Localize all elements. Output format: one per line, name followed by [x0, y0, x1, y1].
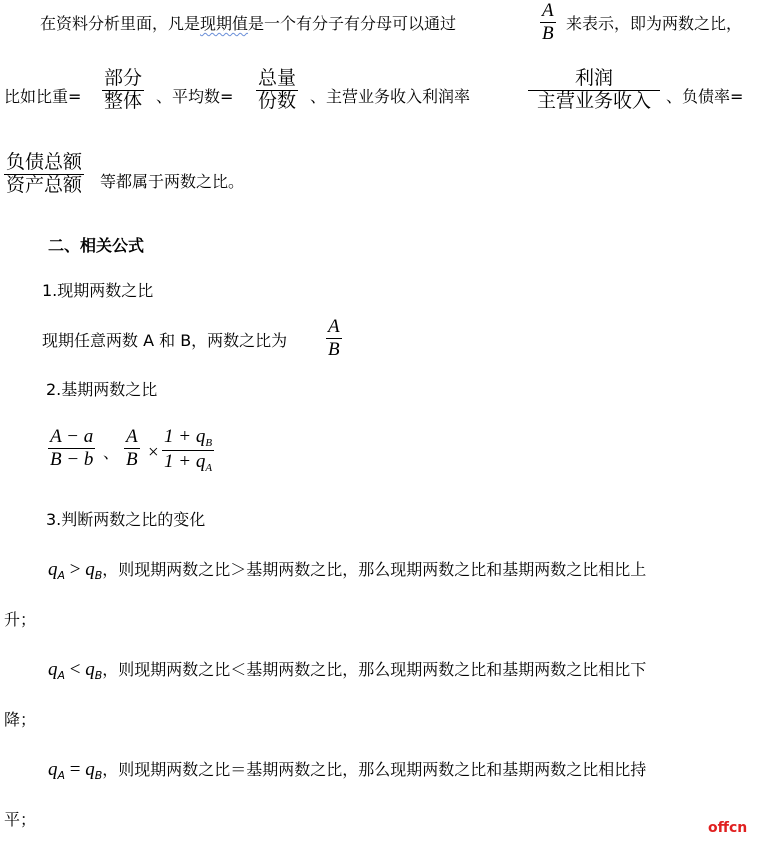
para1-sep-margin: 、主营业务收入利润率 [310, 87, 471, 106]
para1-underlined-term: 现期值 [200, 14, 249, 33]
item2-fraction-diff [48, 426, 95, 471]
rule-rhs: q [85, 759, 95, 780]
rule-text: ，则现期两数之比＞基期两数之比，那么现期两数之比和基期两数之比相比上 [102, 560, 647, 579]
item3-title: 3.判断两数之比的变化 [46, 510, 206, 529]
fraction-numerator: 部分 [104, 67, 143, 89]
fraction-denominator: B [328, 338, 340, 360]
fraction-numerator: 负债总额 [6, 151, 83, 173]
rule-lhs: q [48, 759, 58, 780]
item2-title: 2.基期两数之比 [46, 380, 158, 399]
fraction-numerator: A [126, 426, 138, 447]
rule-rhs-sub: B [94, 569, 103, 582]
rule-row [48, 560, 646, 586]
para1-sep-average: 、平均数= [156, 87, 234, 106]
fraction-numerator [162, 426, 214, 450]
rule-rhs-sub: B [94, 769, 103, 782]
rule-continuation: 降； [4, 710, 37, 729]
rule-continuation: 升； [4, 610, 37, 629]
fraction-denominator: 资产总额 [6, 173, 83, 196]
rule-rhs: q [85, 559, 95, 580]
item2-fraction-growth [162, 426, 214, 474]
item2-separator: 、 [103, 443, 120, 462]
rule-operator: < [65, 659, 86, 680]
growth-den-base: 1 + q [164, 450, 206, 472]
fraction-denominator: B − b [50, 448, 94, 470]
para1-line1-end: 来表示，即为两数之比， [566, 14, 743, 33]
rule-lhs-sub: A [57, 769, 66, 782]
rule-text: ，则现期两数之比＜基期两数之比，那么现期两数之比和基期两数之比相比下 [102, 660, 647, 679]
rule-text: ，则现期两数之比＝基期两数之比，那么现期两数之比和基期两数之比相比持 [102, 760, 647, 779]
para1-text-a: 在资料分析里面，凡是 [40, 14, 201, 33]
offcn-watermark: offcn [708, 820, 748, 836]
rule-operator: = [65, 759, 86, 780]
rule-rhs-sub: B [94, 669, 103, 682]
fraction-numerator: 总量 [258, 67, 297, 89]
item1-fraction [326, 316, 342, 361]
rule-row [48, 660, 646, 686]
fraction-numerator: A [328, 316, 340, 337]
para1-line2-start: 比如比重= [4, 87, 82, 106]
fraction-average [256, 68, 298, 113]
fraction-denominator [162, 451, 214, 475]
para1-text-b: 是一个有分子有分母可以通过 [248, 14, 457, 33]
fraction-numerator: 利润 [574, 67, 613, 89]
rule-rhs: q [85, 659, 95, 680]
fraction-denominator: B [542, 22, 554, 44]
fraction-numerator: A [542, 0, 554, 21]
item1-title: 1.现期两数之比 [42, 281, 154, 300]
rule-lhs-sub: A [57, 569, 66, 582]
item1-text: 现期任意两数 A 和 B，两数之比为 [42, 331, 288, 350]
fraction-share [102, 68, 144, 113]
fraction-denominator: 份数 [258, 89, 297, 112]
rule-lhs: q [48, 659, 58, 680]
rule-row [48, 760, 646, 786]
rule-lhs-sub: A [57, 669, 66, 682]
rule-lhs: q [48, 559, 58, 580]
fraction-denominator: 整体 [104, 89, 143, 112]
rule-operator: > [65, 559, 86, 580]
section-title: 二、相关公式 [48, 236, 145, 255]
rule-continuation: 平； [4, 810, 37, 829]
item2-fraction-ab [124, 426, 140, 471]
item2-times-sign: × [148, 442, 159, 463]
fraction-denominator: B [126, 448, 138, 470]
growth-den-sub: A [205, 461, 213, 474]
fraction-denominator: 主营业务收入 [536, 89, 651, 112]
para1-line3-end: 等都属于两数之比。 [100, 172, 245, 191]
fraction-a-over-b [540, 0, 556, 45]
para1-line1 [40, 14, 456, 34]
fraction-debt [4, 152, 84, 197]
para1-sep-debt: 、负债率= [666, 87, 744, 106]
fraction-numerator: A − a [50, 426, 94, 447]
fraction-margin [528, 68, 660, 113]
growth-num-base: 1 + q [164, 426, 206, 447]
growth-num-sub: B [205, 437, 213, 449]
